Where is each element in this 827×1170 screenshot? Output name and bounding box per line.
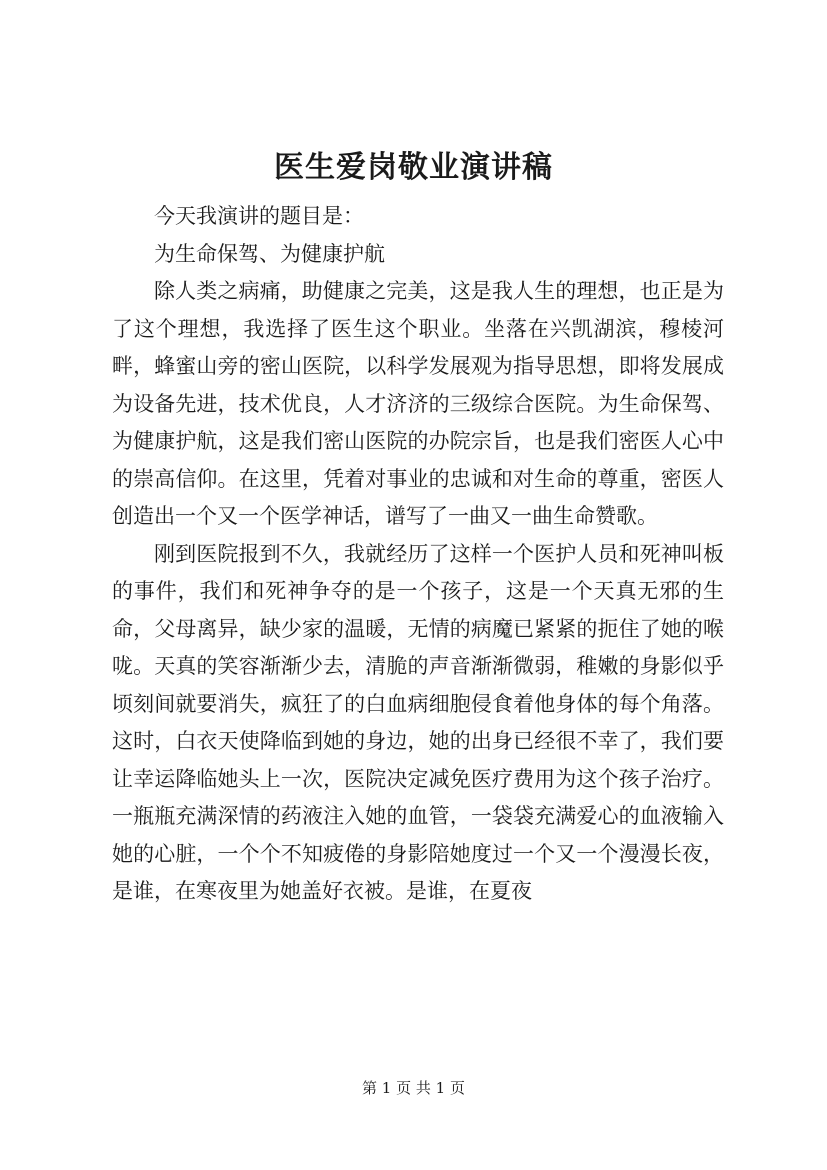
paragraph-child-story: 刚到医院报到不久，我就经历了这样一个医护人员和死神叫板的事件，我们和死神争夺的是一个孩子，这是一个天真无邪的生命，父母离异，缺少家的温暖，无情的病魔已紧紧的扼住了她的喉咙。天真的笑容渐渐少去，清脆的声音渐渐微弱，稚嫩的身影似乎顷刻间就要消失，疯狂了的白血病细胞侵食着他身体的每个角落。这时，白衣天使降临到她的身边，她的出身已经很不幸了，我们要让幸运降临她头上一次，医院决定减免医疗费用为这个孩子治疗。一瓶瓶充满深情的药液注入她的血管，一袋袋充满爱心的血液输入她的心脏，一个个不知疲倦的身影陪她度过一个又一个漫漫长夜，是谁，在寒夜里为她盖好衣被。是谁，在夏夜 (112, 541, 724, 903)
document-body (112, 198, 724, 911)
paragraph-speech-topic: 为生命保驾、为健康护航 (154, 241, 385, 266)
document-title: 医生爱岗敬业演讲稿 (274, 150, 553, 185)
paragraph-hospital-intro: 除人类之病痛，助健康之完美，这是我人生的理想，也正是为了这个理想，我选择了医生这个职业。坐落在兴凯湖滨，穆棱河畔，蜂蜜山旁的密山医院，以科学发展观为指导思想，即将发展成为设备先进，技术优良，人才济济的三级综合医院。为生命保驾、为健康护航，这是我们密山医院的办院宗旨，也是我们密医人心中的崇高信仰。在这里，凭着对事业的忠诚和对生命的尊重，密医人创造出一个又一个医学神话，谱写了一曲又一曲生命赞歌。 (112, 279, 724, 528)
paragraph-speech-topic-intro: 今天我演讲的题目是： (154, 204, 364, 228)
page-number-footer: 第 1 页 共 1 页 (362, 1079, 465, 1097)
